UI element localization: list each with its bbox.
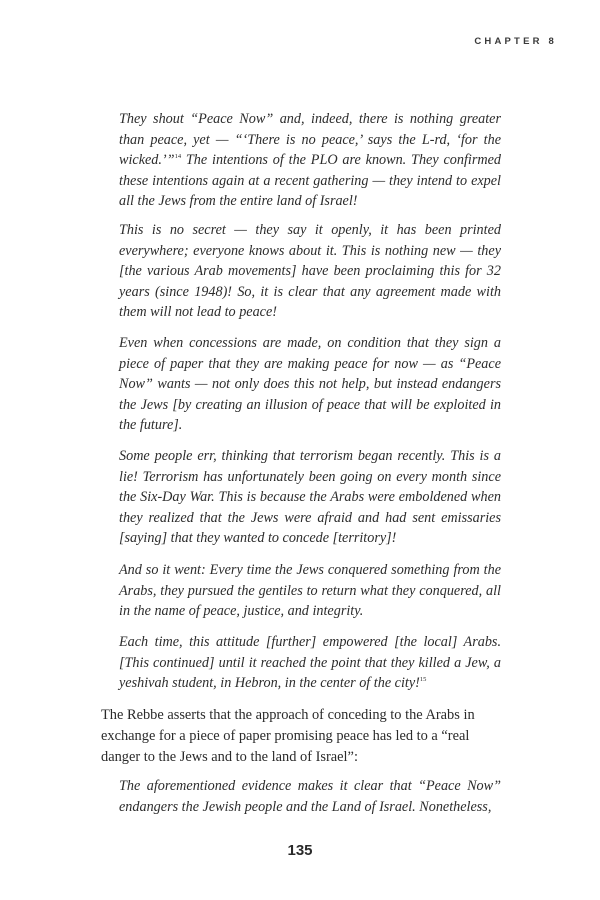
quote-paragraph-concessions: Even when concessions are made, on condition that they sign a piece of paper that they are making peace for now — as “Peace Now” wants — not only does this not help, but instead endangers the Jews [by creating an illusion of peace that will be exploited in the future]. [119, 335, 501, 434]
footnote-marker-15: 15 [419, 676, 427, 684]
body-paragraph-rebbe-asserts: The Rebbe asserts that the approach of conceding to the Arabs in exchange for a piece of paper promising peace has led to a “real danger to the Jews and to the land of Israel”: [101, 707, 475, 765]
running-head-chapter: CHAPTER 8 [474, 36, 557, 47]
quote-text: Each time, this attitude [further] empowered [the local] Arabs. [This continued] until it reached the point that they killed a Jew, a yeshivah student, in Hebron, in the center of the city! [119, 634, 501, 692]
quote-paragraph-peace-now [119, 109, 501, 212]
quote-paragraph-and-so-it-went: And so it went: Every time the Jews conquered something from the Arabs, they pursued the gentiles to return what they conquered, all in the name of peace, justice, and integrity. [119, 562, 501, 620]
quote-text: They shout “Peace Now” and, indeed, there is nothing greater than peace, yet — “‘There is no peace,’ says the L-rd, ‘for the wicked.’” [119, 111, 501, 169]
quote-paragraph-each-time [119, 632, 501, 694]
quote-paragraph-no-secret: This is no secret — they say it openly, it has been printed everywhere; everyone knows about it. This is nothing new — they [the various Arab movements] have been proclaiming this for 32 years (since 1948)! So, it is clear that any agreement made with them will not lead to peace! [119, 222, 501, 321]
quote-paragraph-terrorism: Some people err, thinking that terrorism began recently. This is a lie! Terrorism has unfortunately been going on every month since the Six-Day War. This is because the Arabs were emboldened when they realized that the Jews were afraid and had sent emissaries [saying] that they wanted to concede [territory]! [119, 448, 501, 547]
page-number: 135 [287, 842, 313, 859]
quote-text-continued: The intentions of the PLO are known. They confirmed these intentions again at a recent gathering — they intend to expel all the Jews from the entire land of Israel! [119, 152, 501, 210]
footnote-marker-14: 14 [174, 153, 182, 161]
quote-paragraph-aforementioned: The aforementioned evidence makes it clear that “Peace Now” endangers the Jewish people and the Land of Israel. Nonetheless, [119, 778, 501, 815]
